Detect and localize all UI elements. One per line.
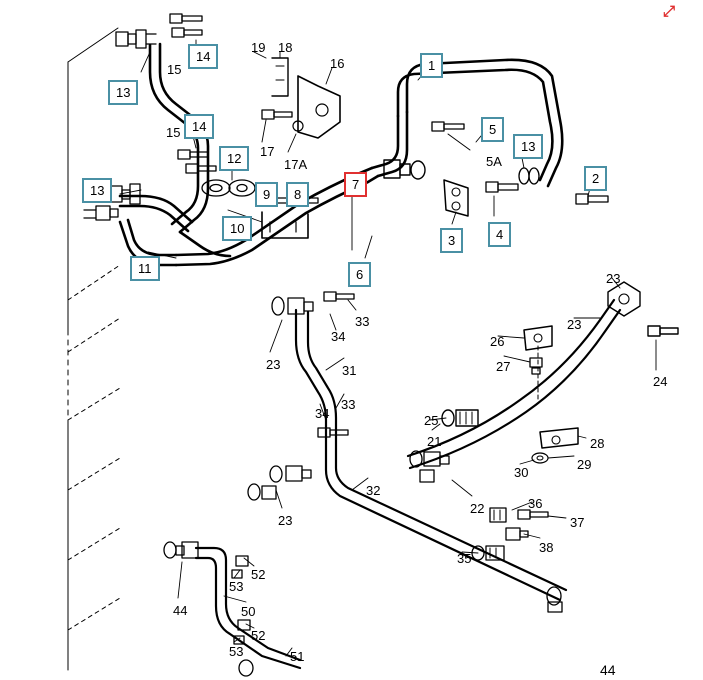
callout-50[interactable]: 50 (241, 604, 256, 619)
callout-26[interactable]: 26 (490, 334, 505, 349)
callout-33[interactable]: 33 (341, 397, 356, 412)
callout-38[interactable]: 38 (539, 540, 554, 555)
callout-13[interactable]: 13 (108, 80, 138, 105)
callout-15[interactable]: 15 (166, 125, 181, 140)
callout-14[interactable]: 14 (184, 114, 214, 139)
callout-25[interactable]: 25 (424, 413, 439, 428)
callout-27[interactable]: 27 (496, 359, 511, 374)
callout-23[interactable]: 23 (266, 357, 281, 372)
callout-13[interactable]: 13 (513, 134, 543, 159)
callout-4[interactable]: 4 (488, 222, 511, 247)
resize-corner-icon: ⤢ (663, 3, 676, 20)
callout-18[interactable]: 18 (278, 40, 293, 55)
callout-31[interactable]: 31 (342, 363, 357, 378)
callout-5a[interactable]: 5A (486, 154, 502, 169)
callout-13[interactable]: 13 (82, 178, 112, 203)
callout-8[interactable]: 8 (286, 182, 309, 207)
callout-17[interactable]: 17 (260, 144, 275, 159)
callout-21[interactable]: 21 (427, 434, 442, 449)
callout-23[interactable]: 23 (567, 317, 582, 332)
callout-12[interactable]: 12 (219, 146, 249, 171)
callout-10[interactable]: 10 (222, 216, 252, 241)
callout-6[interactable]: 6 (348, 262, 371, 287)
callout-30[interactable]: 30 (514, 465, 529, 480)
callout-15[interactable]: 15 (167, 62, 182, 77)
callout-23[interactable]: 23 (278, 513, 293, 528)
callout-51[interactable]: 51 (290, 649, 305, 664)
callout-5[interactable]: 5 (481, 117, 504, 142)
callout-29[interactable]: 29 (577, 457, 592, 472)
callout-1[interactable]: 1 (420, 53, 443, 78)
callout-9[interactable]: 9 (255, 182, 278, 207)
callout-52[interactable]: 52 (251, 628, 266, 643)
callout-23[interactable]: 23 (606, 271, 621, 286)
callout-36[interactable]: 36 (528, 496, 543, 511)
callout-34[interactable]: 34 (331, 329, 346, 344)
callout-11[interactable]: 11 (130, 256, 160, 281)
callout-53[interactable]: 53 (229, 644, 244, 659)
callout-19[interactable]: 19 (251, 40, 266, 55)
callout-7[interactable]: 7 (344, 172, 367, 197)
page-number: 44 (600, 662, 616, 678)
callout-16[interactable]: 16 (330, 56, 345, 71)
callout-17a[interactable]: 17A (284, 157, 308, 172)
callout-14[interactable]: 14 (188, 44, 218, 69)
callout-44[interactable]: 44 (173, 603, 188, 618)
callout-37[interactable]: 37 (570, 515, 585, 530)
callout-33[interactable]: 33 (355, 314, 370, 329)
callout-2[interactable]: 2 (584, 166, 607, 191)
callout-22[interactable]: 22 (470, 501, 485, 516)
callout-24[interactable]: 24 (653, 374, 668, 389)
callout-34[interactable]: 34 (315, 406, 330, 421)
callout-28[interactable]: 28 (590, 436, 605, 451)
callout-32[interactable]: 32 (366, 483, 381, 498)
callout-52[interactable]: 52 (251, 567, 266, 582)
callout-35[interactable]: 35 (457, 551, 472, 566)
callout-53[interactable]: 53 (229, 579, 244, 594)
callout-3[interactable]: 3 (440, 228, 463, 253)
